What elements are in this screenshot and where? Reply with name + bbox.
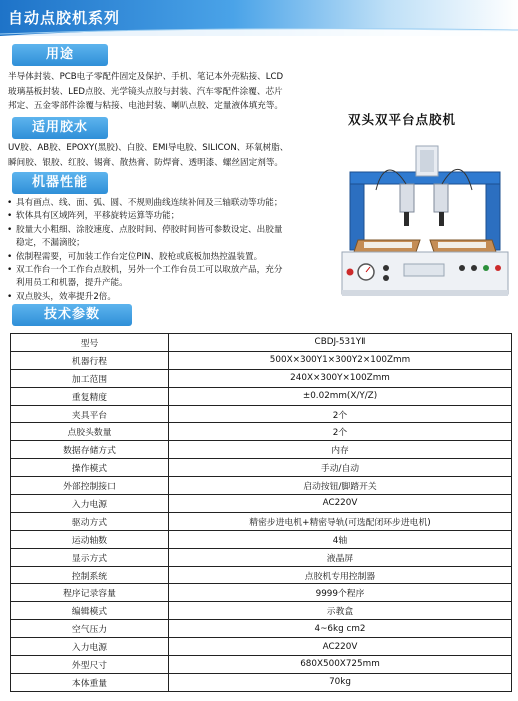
list-item — [6, 197, 324, 210]
spec-key: 本体重量 — [11, 673, 169, 691]
spec-key: 编辑模式 — [11, 602, 169, 620]
spec-value: 680X500X725mm — [169, 656, 512, 674]
table-row — [11, 405, 512, 423]
spec-value: 手动/自动 — [169, 459, 512, 477]
spec-value: 点胶机专用控制器 — [169, 566, 512, 584]
section-heading-glue-label: 适用胶水 — [31, 120, 88, 135]
spec-value: AC220V — [169, 638, 512, 656]
spec-key: 型号 — [11, 334, 169, 352]
table-row — [11, 387, 512, 405]
table-row — [11, 620, 512, 638]
page-title: 自动点胶机系列 — [8, 9, 121, 27]
spec-key: 重复精度 — [11, 387, 169, 405]
bullet-line: 稳定，不漏滴胶； — [16, 238, 85, 249]
spec-key: 加工范围 — [11, 369, 169, 387]
performance-list — [6, 197, 324, 304]
section-heading-specs — [12, 304, 132, 326]
usage-line: 半导体封装、PCB电子零配件固定及保护、手机、笔记本外壳粘接、LCD — [8, 72, 284, 82]
table-row — [11, 673, 512, 691]
usage-line: 玻璃基板封装、LED点胶、光学镜头点胶与封装、汽车零配件涂覆、芯片 — [8, 86, 283, 97]
usage-text — [8, 70, 328, 114]
table-row — [11, 566, 512, 584]
table-row — [11, 477, 512, 495]
table-row — [11, 656, 512, 674]
spec-key: 外型尺寸 — [11, 656, 169, 674]
spec-table — [10, 333, 512, 692]
spec-key: 夹具平台 — [11, 405, 169, 423]
spec-value: 4~6kg cm2 — [169, 620, 512, 638]
spec-key: 点胶头数量 — [11, 423, 169, 441]
spec-value: 启动按钮/脚踏开关 — [169, 477, 512, 495]
table-row — [11, 351, 512, 369]
spec-key: 数据存储方式 — [11, 441, 169, 459]
list-item — [6, 291, 324, 304]
table-row — [11, 423, 512, 441]
usage-line: 邦定、五金零部件涂覆与粘接、电池封装、喇叭点胶、定量液体填充等。 — [8, 101, 284, 112]
section-heading-performance — [12, 172, 108, 194]
spec-value: 2个 — [169, 405, 512, 423]
bullet-line: • 双工作台一个工作台点胶机，另外一个工作台员工可以取放产品，充分 — [16, 265, 283, 276]
spec-value: 2个 — [169, 423, 512, 441]
spec-key: 显示方式 — [11, 548, 169, 566]
spec-value: 9999个程序 — [169, 584, 512, 602]
dispensing-machine-image — [336, 140, 514, 302]
table-row — [11, 584, 512, 602]
title-banner — [0, 0, 518, 36]
spec-value: ±0.02mm(X/Y/Z) — [169, 387, 512, 405]
spec-value: CBDJ-531YⅡ — [169, 334, 512, 352]
spec-key: 空气压力 — [11, 620, 169, 638]
list-item — [6, 251, 324, 264]
machine-title: 双头双平台点胶机 — [348, 112, 457, 127]
glue-line: UV胶、AB胶、EPOXY(黑胶)、白胶、EMI导电胶、SILICON、环氧树脂、 — [8, 143, 289, 153]
table-row — [11, 495, 512, 513]
spec-value: 4轴 — [169, 530, 512, 548]
table-row — [11, 459, 512, 477]
table-row — [11, 512, 512, 530]
spec-key: 控制系统 — [11, 566, 169, 584]
spec-value: 240X×300Y×100Zmm — [169, 369, 512, 387]
glue-text — [8, 141, 328, 170]
bullet-line: • 双点胶头，效率提升2倍。 — [16, 291, 116, 302]
spec-key: 运动轴数 — [11, 530, 169, 548]
spec-value: 示教盒 — [169, 602, 512, 620]
spec-value: 精密步进电机+精密导轨(可选配闭环步进电机) — [169, 512, 512, 530]
section-heading-performance-label: 机器性能 — [31, 175, 88, 190]
table-row — [11, 602, 512, 620]
table-row — [11, 334, 512, 352]
section-heading-usage-label: 用途 — [45, 47, 74, 62]
bullet-line: 利用员工和机器，提升产能。 — [16, 278, 128, 289]
spec-key: 操作模式 — [11, 459, 169, 477]
bullet-line: • 具有画点、线、面、弧、圆、不规则曲线连续补间及三轴联动等功能； — [16, 198, 283, 208]
table-row — [11, 638, 512, 656]
section-heading-glue — [12, 117, 108, 139]
banner-swoosh-decoration — [0, 26, 518, 36]
spec-value: 液晶屏 — [169, 548, 512, 566]
bullet-line: • 软体具有区域阵列，平移旋转运算等功能； — [16, 211, 180, 222]
table-row — [11, 369, 512, 387]
spec-key: 程序记录容量 — [11, 584, 169, 602]
bullet-line: • 依制程需要，可加装工作台定位PIN、胶枪或底板加热控温装置。 — [16, 251, 263, 262]
table-row — [11, 548, 512, 566]
table-row — [11, 441, 512, 459]
spec-value: 70kg — [169, 673, 512, 691]
table-row — [11, 530, 512, 548]
spec-value: 500X×300Y1×300Y2×100Zmm — [169, 351, 512, 369]
glue-line: 瞬间胶、银胶、红胶、锡膏、散热膏、防焊膏、透明漆、螺丝固定剂等。 — [8, 157, 284, 168]
spec-key: 外部控制接口 — [11, 477, 169, 495]
spec-key: 驱动方式 — [11, 512, 169, 530]
spec-key: 入力电源 — [11, 638, 169, 656]
list-item — [6, 264, 324, 291]
section-heading-usage — [12, 44, 108, 66]
bullet-line: • 胶量大小粗细、涂胶速度、点胶时间、停胶时间皆可参数设定、出胶量 — [16, 224, 283, 235]
spec-value: AC220V — [169, 495, 512, 513]
list-item — [6, 210, 324, 223]
section-heading-specs-label: 技术参数 — [43, 307, 100, 322]
spec-key: 入力电源 — [11, 495, 169, 513]
list-item — [6, 224, 324, 251]
spec-key: 机器行程 — [11, 351, 169, 369]
spec-value: 内存 — [169, 441, 512, 459]
